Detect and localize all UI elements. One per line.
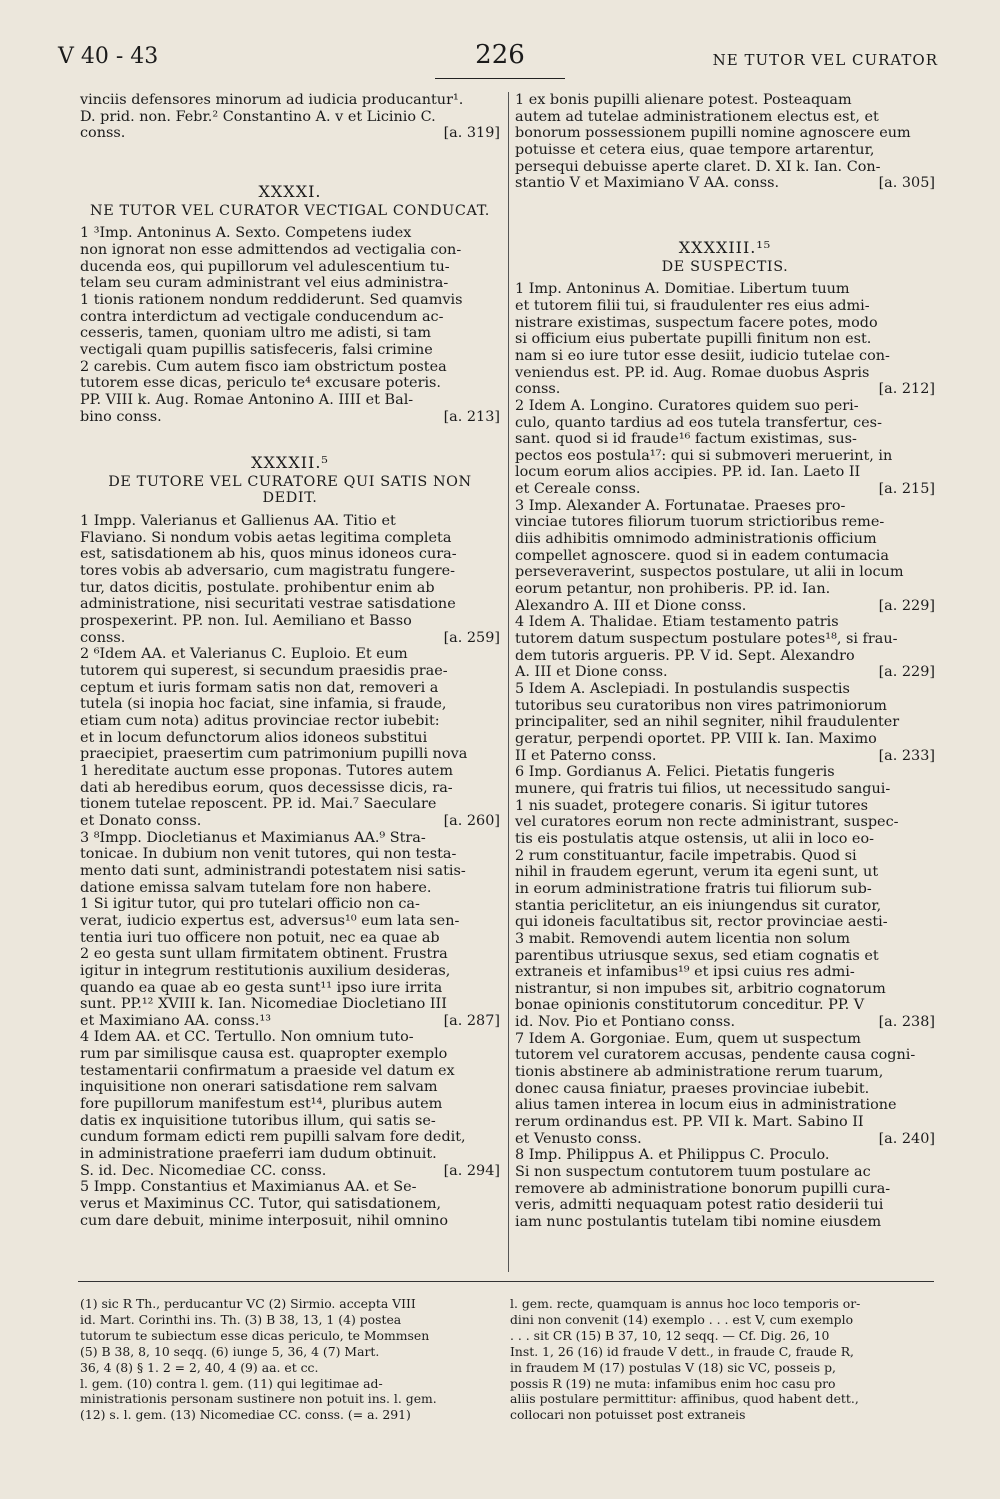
text-line: datis ex inquisitione tutoribus illum, qui satis se- (80, 1112, 436, 1129)
page-number: 226 (465, 40, 535, 70)
text-line: 3 mabit. Removendi autem licentia non solum (515, 930, 850, 947)
section-title: DE TUTORE VEL CURATORE QUI SATIS NON (108, 473, 472, 490)
page-header (0, 38, 1000, 78)
text-line: dati ab heredibus eorum, quos decessisse dicis, ra- (80, 779, 453, 796)
text-line: et Venusto conss. [a. 240] (515, 1130, 935, 1147)
text-line: telam seu curam administrant vel eius administra- (80, 275, 449, 292)
text-line: extraneis et infamibus¹⁹ et ipsi cuius res admi- (515, 964, 855, 981)
text-line: id. Nov. Pio et Pontiano conss. [a. 238] (515, 1014, 935, 1031)
text-line: nistrantur, si non impubes sit, arbitrio cognatorum (515, 980, 886, 997)
date-note: [a. 212] (878, 381, 935, 398)
text-line: diis adhibitis omnimodo administrationis officium (515, 531, 877, 548)
footnote-line: l. gem. (10) contra l. gem. (11) qui legitimae ad- (80, 1375, 383, 1391)
text-line: 2 rum constituantur, facile impetrabis. Quod si (515, 847, 857, 864)
text-line: eorum petantur, non prohiberis. PP. id. Ian. (515, 581, 831, 598)
text-line: datione emissa salvam tutelam fore non habere. (80, 879, 432, 896)
text-line: tis eis postulatis atque ostensis, ut alii in loco eo- (515, 830, 874, 847)
section-number: XXXXIII.¹⁵ (678, 237, 772, 257)
text-line: conss. [a. 259] (80, 629, 500, 646)
text-line: tonicae. In dubium non venit tutores, qui non testa- (80, 846, 457, 863)
text-line: 3 ⁸Impp. Diocletianus et Maximianus AA.⁹ Stra- (80, 829, 426, 846)
footnote-line: dini non convenit (14) exemplo . . . est V, cum exemplo (510, 1311, 854, 1327)
law-2 (80, 646, 500, 829)
text-line: cundum formam edicti rem pupilli salvam fore dedit, (80, 1129, 466, 1146)
text-line: 5 Idem A. Asclepiadi. In postulandis suspectis (515, 681, 850, 697)
text-line: sant. quod si id fraude¹⁶ factum existimas, sus- (515, 431, 857, 448)
text-line: in eorum administratione fratris tui filiorum sub- (515, 880, 872, 897)
text-line: prospexerint. PP. non. Iul. Aemiliano et Basso (80, 613, 412, 630)
date-note: [a. 259] (443, 629, 500, 646)
text-line: vel curatores eorum non recte administrant, suspec- (515, 814, 899, 831)
footnote-line: ministrationis personam sustinere non potuit ins. l. gem. (80, 1391, 437, 1407)
text-line: 2 eo gesta sunt ullam firmitatem obtinent. Frustra (80, 946, 448, 963)
footnote-line: . . . sit CR (15) B 37, 10, 12 seqq. — Cf. Dig. 26, 10 (510, 1327, 830, 1343)
text-line: 2 carebis. Cum autem fisco iam obstrictum postea (80, 358, 447, 375)
text-line: vinciae tutores filiorum tuorum strictioribus reme- (515, 514, 885, 531)
text-line: parentibus utriusque sexus, sed etiam cognatis et (515, 947, 879, 964)
text-line: tutoribus seu curatoribus non vires patrimoniorum (515, 697, 887, 714)
footnote-line: id. Mart. Corinthi ins. Th. (3) B 38, 13, 1 (4) postea (80, 1311, 402, 1327)
text-line: 2 ⁶Idem AA. et Valerianus C. Euploio. Et eum (80, 646, 408, 663)
text-line: 4 Idem AA. et CC. Tertullo. Non omnium tuto- (80, 1029, 414, 1046)
text-line: tores vobis ab adversario, cum magistratu fungere- (80, 563, 455, 580)
date-note: [a. 240] (878, 1130, 935, 1147)
text-line: veris, admitti nequaquam potest ratio desiderii tui (515, 1197, 884, 1214)
text-line: 3 Imp. Alexander A. Fortunatae. Praeses pro- (515, 497, 846, 514)
text-line: tionem tutelae reposcent. PP. id. Mai.⁷ Saeculare (80, 796, 437, 813)
text-line: 7 Idem A. Gorgoniae. Eum, quem ut suspectum (515, 1030, 861, 1047)
footnote-line: in fraudem M (17) postulas V (18) sic VC, posseis p, (510, 1359, 836, 1375)
text-line: 1 nis suadet, protegere conaris. Si igitur tutores (515, 797, 869, 814)
text-line: 6 Imp. Gordianus A. Felici. Pietatis fungeris (515, 764, 835, 781)
law-6 (515, 764, 935, 1031)
text-line: locum eorum alios accipies. PP. id. Ian. Laeto II (515, 464, 861, 481)
text-line: veniendus est. PP. id. Aug. Romae duobus Aspris (515, 364, 870, 381)
date-note: [a. 260] (443, 812, 500, 829)
text-line: munere, qui fratris tui filios, ut necessitudo sangui- (515, 780, 891, 797)
text-line: stantia periclitetur, an eis iniungendus sit curator, (515, 897, 882, 914)
text-line: est, satisdationem ab his, quos minus idoneos cura- (80, 546, 457, 563)
text-line: bino conss. [a. 213] (80, 408, 500, 425)
text-line: 1 ex bonis pupilli alienare potest. Posteaquam (515, 92, 852, 108)
law-2 (515, 398, 935, 498)
text-line: tionis abstinere ab administratione rerum tuarum, (515, 1064, 884, 1081)
right-column (515, 92, 935, 1231)
running-head-left: V 40 - 43 (58, 44, 159, 69)
date-note: [a. 287] (443, 1012, 500, 1029)
text-line: 1 tionis rationem nondum reddiderunt. Sed quamvis (80, 291, 463, 308)
date-note: [a. 294] (443, 1162, 500, 1179)
text-line: vectigali quam pupillis satisfeceris, falsi crimine (80, 341, 433, 358)
footnotes-right (510, 1296, 930, 1423)
text-line: nam si eo iure tutor esse desiit, iudicio tutelae con- (515, 347, 890, 364)
text-line: removere ab administratione bonorum pupilli cura- (515, 1180, 891, 1197)
footnotes-left (80, 1296, 485, 1423)
text-line: ducenda eos, qui pupillorum vel adulescentium tu- (80, 258, 450, 275)
text-line: tur, datos dicitis, postulate. prohibentur enim ab (80, 579, 435, 596)
footnote-line: (12) s. l. gem. (13) Nicomediae CC. conss. (= a. 291) (80, 1407, 411, 1423)
law-1 (80, 225, 500, 425)
text-line: principaliter, sed an nihil segniter, nihil fraudulenter (515, 714, 900, 731)
text-line: persequi debuisse aperte claret. D. XI k. Ian. Con- (515, 158, 881, 175)
text-line: sunt. PP.¹² XVIII k. Ian. Nicomediae Diocletiano III (80, 996, 447, 1013)
text-line: S. id. Dec. Nicomediae CC. conss. [a. 294] (80, 1162, 500, 1179)
text-line: 5 Impp. Constantius et Maximianus AA. et Se- (80, 1179, 417, 1196)
left-column (80, 92, 500, 1229)
text-line: et in locum defunctorum alios idoneos substitui (80, 729, 428, 746)
text-line: autem ad tutelae administrationem electus est, et (515, 108, 879, 125)
text-line: vinciis defensores minorum ad iudicia producantur¹. (80, 92, 464, 108)
section-number: XXXXII.⁵ (251, 453, 329, 473)
left-intro (80, 92, 500, 142)
footnote-line: l. gem. recte, quamquam is annus hoc loco temporis or- (510, 1296, 861, 1311)
date-note: [a. 305] (878, 175, 935, 192)
text-line: qui idoneis facultatibus sit, rector provinciae aesti- (515, 914, 888, 931)
running-head-right: NE TUTOR VEL CURATOR (712, 51, 938, 69)
text-line: donec causa finiatur, praeses provinciae iubebit. (515, 1080, 870, 1097)
text-line: si officium eius pubertate pupilli finitum non est. (515, 331, 872, 348)
text-line: testamentarii confirmatum a praeside vel datum ex (80, 1062, 455, 1079)
text-line: verat, iudicio expertus est, adversus¹⁰ eum lata sen- (80, 912, 460, 929)
text-line: et Maximiano AA. conss.¹³ [a. 287] (80, 1012, 500, 1029)
law-3 (515, 498, 935, 615)
section-title: DE SUSPECTIS. (661, 258, 789, 275)
text-line: Alexandro A. III et Dione conss. [a. 229] (515, 597, 935, 614)
date-note: [a. 229] (878, 664, 935, 681)
text-line: fore pupillorum manifestum est¹⁴, pluribus autem (80, 1096, 443, 1113)
text-line: A. III et Dione conss. [a. 229] (515, 664, 935, 681)
text-line: et Donato conss. [a. 260] (80, 812, 500, 829)
text-line: rum par similisque causa est. quapropter exemplo (80, 1046, 448, 1063)
footnote-line: aliis postulare permittitur: affinibus, quod habent dett., (510, 1391, 859, 1407)
text-line: inquisitione non onerari satisdatione rem salvam (80, 1079, 438, 1096)
text-line: nistrare existimas, suspectum facere potes, modo (515, 314, 878, 331)
law-3 (80, 830, 500, 1030)
text-line: in administratione praeferri iam dudum obtinuit. (80, 1146, 437, 1163)
text-line: verus et Maximinus CC. Tutor, qui satisdationem, (80, 1196, 442, 1213)
text-line: cum dare debuit, minime interposuit, nihil omnino (80, 1212, 449, 1229)
text-line: compellet agnoscere. quod si in eadem contumacia (515, 547, 889, 564)
text-line: 1 ³Imp. Antoninus A. Sexto. Competens iudex (80, 225, 412, 242)
law-8 (515, 1147, 935, 1230)
text-line: iam nunc postulantis tutelam tibi nomine eiusdem (515, 1214, 882, 1230)
law-1 (515, 281, 935, 398)
text-line: tutorem qui superest, si secundum praesidis prae- (80, 663, 448, 680)
text-line: 1 hereditate auctum esse proponas. Tutores autem (80, 762, 453, 779)
footnote-line: (5) B 38, 8, 10 seqq. (6) iunge 5, 36, 4 (7) Mart. (80, 1343, 380, 1359)
text-line: alius tamen interea in locum eius in administratione (515, 1097, 897, 1114)
text-line: perseveraverint, suspectos postulare, ut alii in locum (515, 564, 904, 581)
footnote-line: (1) sic R Th., perducantur VC (2) Sirmio. accepta VIII (80, 1296, 416, 1311)
footnote-line: Inst. 1, 26 (16) id fraude V dett., in fraude C, fraude R, (510, 1343, 854, 1359)
text-line: 2 Idem A. Longino. Curatores quidem suo peri- (515, 397, 859, 414)
law-1 (80, 513, 500, 646)
text-line: administratione, nisi securitati vestrae satisdatione (80, 596, 456, 613)
text-line: D. prid. non. Febr.² Constantino A. v et Licinio C. (80, 108, 436, 125)
text-line: ceptum et iuris formam satis non dat, removeri a (80, 679, 439, 696)
date-note: [a. 215] (878, 481, 935, 498)
text-line: nihil in fraudem egerunt, verum ita egeni sunt, ut (515, 864, 879, 881)
text-line: tutorem vel curatorem accusas, pendente causa cogni- (515, 1047, 916, 1064)
text-line: tutorem datum suspectum postulare potes¹⁸, si frau- (515, 631, 898, 648)
text-line: contra interdictum ad vectigale conducendum ac- (80, 308, 444, 325)
text-line: et Cereale conss. [a. 215] (515, 481, 935, 498)
law-4 (515, 614, 935, 681)
text-line: 1 Imp. Antoninus A. Domitiae. Libertum tuum (515, 281, 850, 298)
text-line: tutela (si inopia hoc faciat, sine infamia, si fraude, (80, 696, 447, 713)
date-note: [a. 319] (443, 125, 500, 142)
text-line: 4 Idem A. Thalidae. Etiam testamento patris (515, 614, 839, 631)
footnote-line: 36, 4 (8) § 1. 2 = 2, 40, 4 (9) aa. et cc. (80, 1359, 319, 1375)
text-line: etiam cum nota) aditus provinciae rector iubebit: (80, 713, 440, 729)
footnote-rule (78, 1281, 934, 1282)
date-note: [a. 233] (878, 747, 935, 764)
section-number: XXXXI. (258, 181, 322, 201)
column-divider (508, 92, 509, 1272)
text-line: potuisse et cetera eius, quae tempore artarentur, (515, 141, 875, 158)
text-line: Flaviano. Si nondum vobis aetas legitima completa (80, 529, 452, 546)
text-line: bonorum possessionem pupilli nomine agnoscere eum (515, 125, 911, 142)
text-line: culo, quanto tardius ad eos tutela transfertur, ces- (515, 414, 882, 431)
law-5 (515, 681, 935, 764)
text-line: dem tutoris argueris. PP. V id. Sept. Alexandro (515, 647, 855, 664)
law-7 (515, 1031, 935, 1148)
footnote-line: tutorum te subiectum esse dicas periculo, te Mommsen (80, 1327, 430, 1343)
text-line: tentia iuri tuo officere non potuit, nec ea quae ab (80, 929, 440, 946)
text-line: 1 Si igitur tutor, qui pro tutelari officio non ca- (80, 896, 420, 913)
text-line: bonae opinionis constitutorum conceditur. PP. V (515, 997, 865, 1014)
date-note: [a. 213] (443, 408, 500, 425)
text-line: II et Paterno conss. [a. 233] (515, 747, 935, 764)
text-line: stantio V et Maximiano V AA. conss. [a. 305] (515, 175, 935, 192)
right-intro (515, 92, 935, 192)
section-title: NE TUTOR VEL CURATOR VECTIGAL CONDUCAT. (90, 202, 490, 219)
law-4 (80, 1029, 500, 1179)
footnote-line: possis R (19) ne muta: infamibus enim hoc casu pro (510, 1375, 836, 1391)
law-5 (80, 1179, 500, 1229)
date-note: [a. 229] (878, 597, 935, 614)
text-line: conss. [a. 319] (80, 125, 500, 142)
text-line: quando ea quae ab eo gesta sunt¹¹ ipso iure irrita (80, 979, 443, 996)
text-line: tutorem esse dicas, periculo te⁴ excusare poteris. (80, 375, 442, 392)
text-line: pectos eos postula¹⁷: qui si submoveri meruerint, in (515, 447, 893, 464)
text-line: conss. [a. 212] (515, 381, 935, 398)
text-line: cesseris, tamen, quoniam ultro me adisti, si tam (80, 325, 432, 342)
footnote-line: collocari non potuisset post extraneis (510, 1407, 746, 1423)
text-line: mento dati sunt, administrandi potestatem nisi satis- (80, 862, 466, 879)
section-title-cont: DEDIT. (262, 490, 318, 507)
text-line: 8 Imp. Philippus A. et Philippus C. Proculo. (515, 1147, 830, 1164)
text-line: non ignorat non esse admittendos ad vectigalia con- (80, 241, 462, 258)
date-note: [a. 238] (878, 1014, 935, 1031)
text-line: et tutorem filii tui, si fraudulenter res eius admi- (515, 297, 870, 314)
text-line: 1 Impp. Valerianus et Gallienus AA. Titio et (80, 513, 396, 530)
text-line: PP. VIII k. Aug. Romae Antonino A. IIII et Bal- (80, 391, 414, 408)
text-line: Si non suspectum contutorem tuum postulare ac (515, 1164, 871, 1181)
text-line: geratur, perpendi oportet. PP. VIII k. Ian. Maximo (515, 730, 877, 747)
text-line: igitur in integrum restitutionis auxilium desideras, (80, 962, 451, 979)
text-line: rerum ordinandus est. PP. VII k. Mart. Sabino II (515, 1114, 864, 1131)
text-line: praecipiet, praesertim cum patrimonium pupilli nova (80, 746, 468, 763)
